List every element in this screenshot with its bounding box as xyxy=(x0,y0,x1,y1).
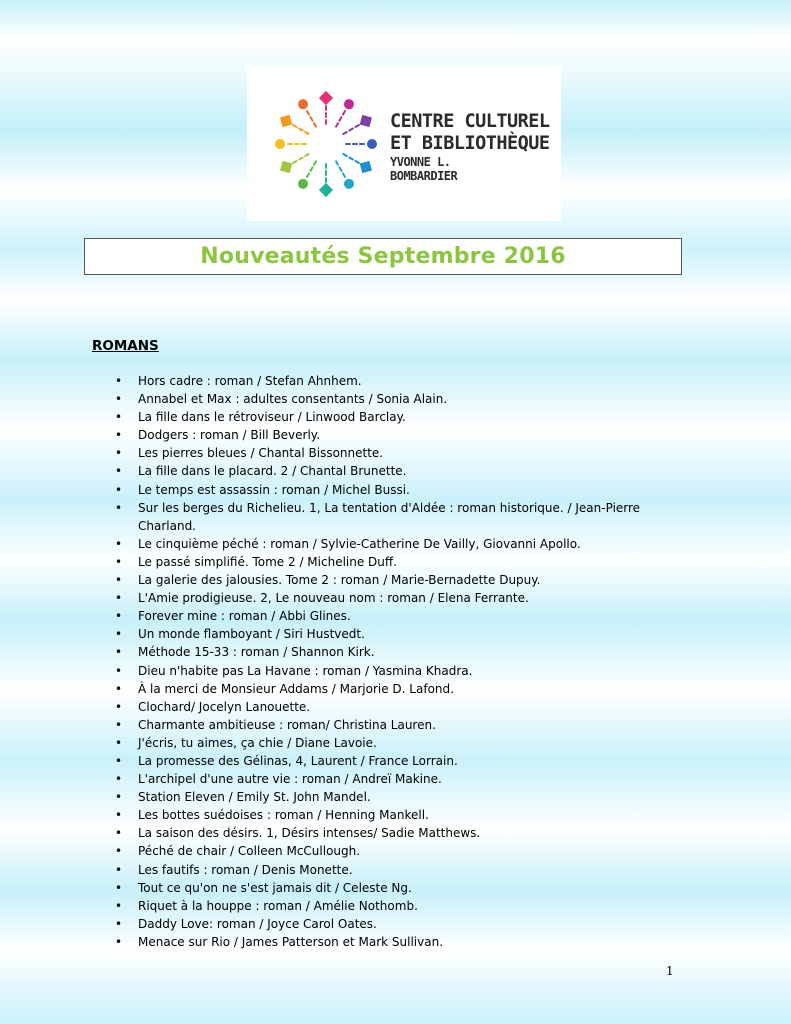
list-item: • La fille dans le rétroviseur / Linwood Barclay. xyxy=(113,408,673,426)
section-heading: ROMANS xyxy=(92,338,159,354)
list-item: • Riquet à la houppe : roman / Amélie Nothomb. xyxy=(113,897,673,915)
list-item: • Charmante ambitieuse : roman/ Christina Lauren. xyxy=(113,716,673,734)
logo-line-3: YVONNE L. xyxy=(390,155,451,169)
list-item: • J'écris, tu aimes, ça chie / Diane Lavoie. xyxy=(113,734,673,752)
list-item: • Tout ce qu'on ne s'est jamais dit / Celeste Ng. xyxy=(113,879,673,897)
list-item: • L'archipel d'une autre vie : roman / Andreï Makine. xyxy=(113,770,673,788)
list-item: • Sur les berges du Richelieu. 1, La tentation d'Aldée : roman historique. / Jean-Pierre Charland. xyxy=(113,499,673,535)
library-logo xyxy=(247,67,561,221)
list-item: • Le passé simplifié. Tome 2 / Micheline Duff. xyxy=(113,553,673,571)
list-item: • La fille dans le placard. 2 / Chantal Brunette. xyxy=(113,462,673,480)
list-item: • La galerie des jalousies. Tome 2 : roman / Marie-Bernadette Dupuy. xyxy=(113,571,673,589)
list-item: • Station Eleven / Emily St. John Mandel. xyxy=(113,788,673,806)
list-item: • Méthode 15-33 : roman / Shannon Kirk. xyxy=(113,643,673,661)
list-item: • À la merci de Monsieur Addams / Marjorie D. Lafond. xyxy=(113,680,673,698)
logo-text xyxy=(390,111,550,183)
list-item: • La promesse des Gélinas, 4, Laurent / France Lorrain. xyxy=(113,752,673,770)
list-item: • La saison des désirs. 1, Désirs intenses/ Sadie Matthews. xyxy=(113,824,673,842)
list-item: • Un monde flamboyant / Siri Hustvedt. xyxy=(113,625,673,643)
list-item: • Hors cadre : roman / Stefan Ahnhem. xyxy=(113,372,673,390)
list-item: • Les pierres bleues / Chantal Bissonnette. xyxy=(113,444,673,462)
list-item: • Péché de chair / Colleen McCullough. xyxy=(113,842,673,860)
list-item: • Daddy Love: roman / Joyce Carol Oates. xyxy=(113,915,673,933)
list-item: • Les fautifs : roman / Denis Monette. xyxy=(113,861,673,879)
logo-line-4: BOMBARDIER xyxy=(390,169,458,183)
list-item: • Le cinquième péché : roman / Sylvie-Catherine De Vailly, Giovanni Apollo. xyxy=(113,535,673,553)
page-number: 1 xyxy=(666,964,674,978)
list-item: • Clochard/ Jocelyn Lanouette. xyxy=(113,698,673,716)
list-item: • Les bottes suédoises : roman / Henning Mankell. xyxy=(113,806,673,824)
logo-line-1: CENTRE CULTUREL xyxy=(390,111,550,132)
list-item: • Dodgers : roman / Bill Beverly. xyxy=(113,426,673,444)
page-title: Nouveautés Septembre 2016 xyxy=(200,244,566,269)
list-item: • Forever mine : roman / Abbi Glines. xyxy=(113,607,673,625)
colorful-circle-logo-icon xyxy=(271,89,381,199)
logo-line-2: ET BIBLIOTHÈQUE xyxy=(390,133,550,154)
list-item: • Le temps est assassin : roman / Michel Bussi. xyxy=(113,481,673,499)
list-item: • Annabel et Max : adultes consentants / Sonia Alain. xyxy=(113,390,673,408)
title-box xyxy=(84,238,682,275)
list-item: • L'Amie prodigieuse. 2, Le nouveau nom : roman / Elena Ferrante. xyxy=(113,589,673,607)
list-item: • Menace sur Rio / James Patterson et Mark Sullivan. xyxy=(113,933,673,951)
list-item: • Dieu n'habite pas La Havane : roman / Yasmina Khadra. xyxy=(113,662,673,680)
book-list xyxy=(113,372,673,951)
